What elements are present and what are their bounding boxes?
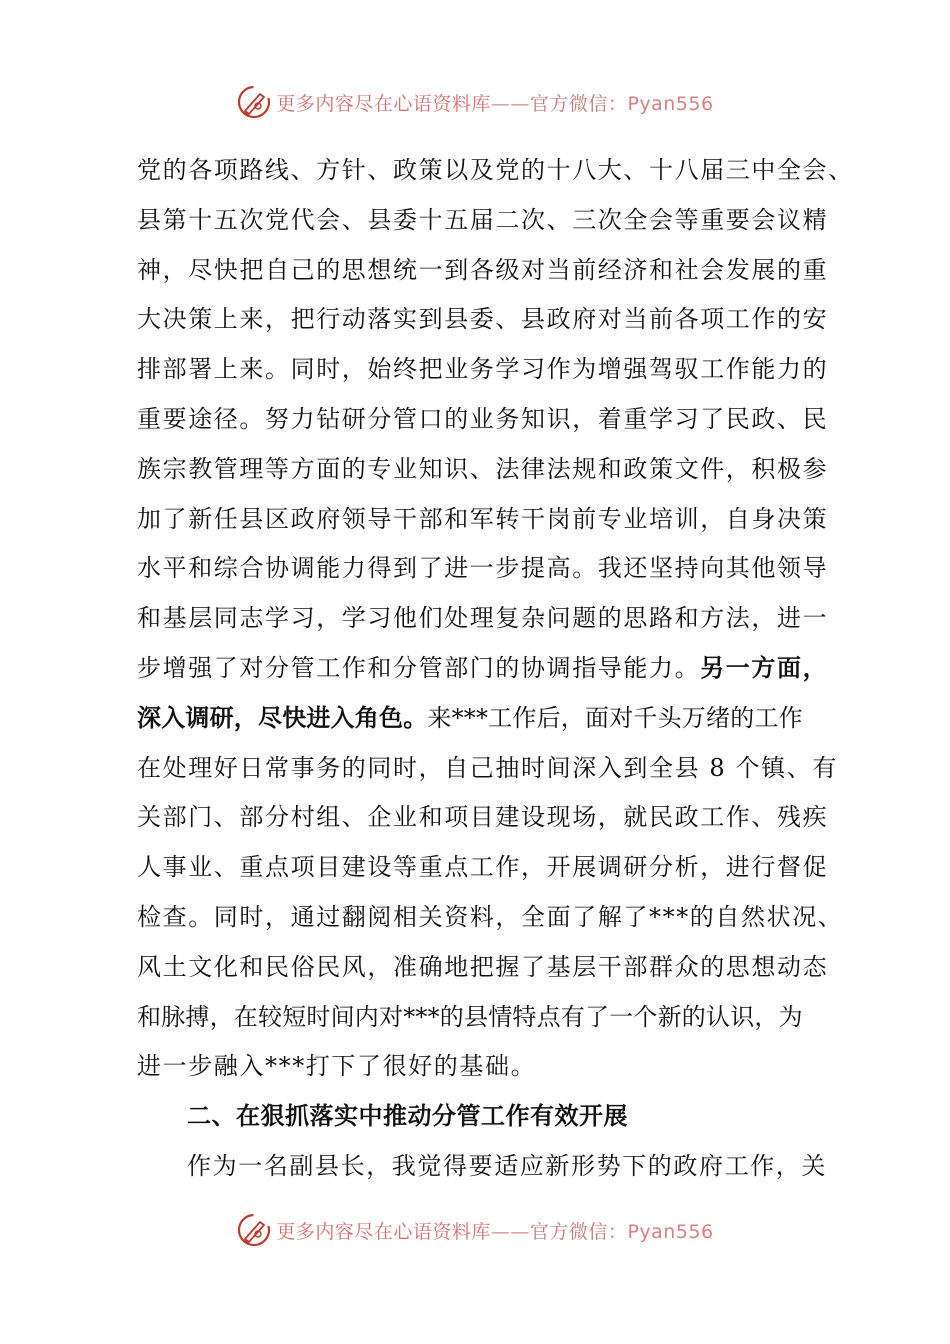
body-line-12 (137, 694, 857, 744)
banner-wechat-label: 官方微信： (529, 1220, 628, 1243)
body-line-last: 作为一名副县长，我觉得要适应新形势下的政府工作，关 (187, 1151, 827, 1180)
body-line-14: 关部门、部分村组、企业和项目建设现场，就民政工作、残疾 (137, 803, 829, 832)
banner-wechat-id: Pyan556 (627, 92, 714, 115)
body-line-16: 检查。同时，通过翻阅相关资料，全面了解了***的自然状况、 (137, 902, 844, 931)
body-line-5: 排部署上来。同时，始终把业务学习作为增强驾驭工作能力的 (137, 355, 829, 384)
body-line-11-text: 步增强了对分管工作和分管部门的协调指导能力。 (137, 653, 701, 682)
body-line-1: 党的各项路线、方针、政策以及党的十八大、十八届三中全会、 (137, 156, 854, 184)
body-line-11 (137, 644, 857, 694)
banner-wechat-label: 官方微信： (529, 92, 628, 115)
body-line-10: 和基层同志学习，学习他们处理复杂问题的思路和方法，进一 (137, 604, 829, 633)
banner-main-text: 更多内容尽在心语资料库 (276, 1220, 491, 1243)
body-line-17: 风土文化和民俗民风，准确地把握了基层干部群众的思想动态 (137, 952, 829, 981)
body-line-7: 族宗教管理等方面的专业知识、法律法规和政策文件，积极参 (137, 454, 829, 483)
body-line-12-text: 来***工作后，面对千头万绪的工作 (427, 703, 803, 732)
banner-text (276, 89, 713, 116)
banner-main-text: 更多内容尽在心语资料库 (276, 92, 491, 115)
body-line-6: 重要途径。努力钻研分管口的业务知识，着重学习了民政、民 (137, 404, 829, 433)
body-line-3: 神，尽快把自己的思想统一到各级对当前经济和社会发展的重 (137, 255, 829, 284)
header-watermark-banner (0, 80, 950, 124)
pen-logo-icon (236, 84, 272, 120)
banner-separator: —— (490, 92, 530, 115)
body-line-13: 在处理好日常事务的同时，自己抽时间深入到全县 8 个镇、有 (137, 753, 838, 782)
document-body (137, 146, 857, 1192)
body-line-15: 人事业、重点项目建设等重点工作，开展调研分析，进行督促 (137, 853, 829, 882)
body-line-19: 进一步融入***打下了很好的基础。 (137, 1052, 537, 1081)
body-line-8: 加了新任县区政府领导干部和军转干岗前专业培训，自身决策 (137, 504, 829, 533)
bold-phrase-2: 深入调研，尽快进入角色。 (137, 703, 428, 732)
banner-wechat-id: Pyan556 (627, 1220, 714, 1243)
body-line-18: 和脉搏，在较短时间内对***的县情特点有了一个新的认识，为 (137, 1002, 803, 1031)
pen-logo-icon (236, 1212, 272, 1248)
bold-phrase-1: 另一方面， (700, 653, 829, 682)
body-line-2: 县第十五次党代会、县委十五届二次、三次全会等重要会议精 (137, 205, 829, 234)
body-line-4: 大决策上来，把行动落实到县委、县政府对当前各项工作的安 (137, 305, 829, 334)
banner-text (276, 1217, 713, 1244)
footer-watermark-banner (0, 1208, 950, 1252)
banner-separator: —— (490, 1220, 530, 1243)
body-line-9: 水平和综合协调能力得到了进一步提高。我还坚持向其他领导 (137, 554, 829, 583)
section-heading: 二、在狠抓落实中推动分管工作有效开展 (187, 1102, 628, 1131)
